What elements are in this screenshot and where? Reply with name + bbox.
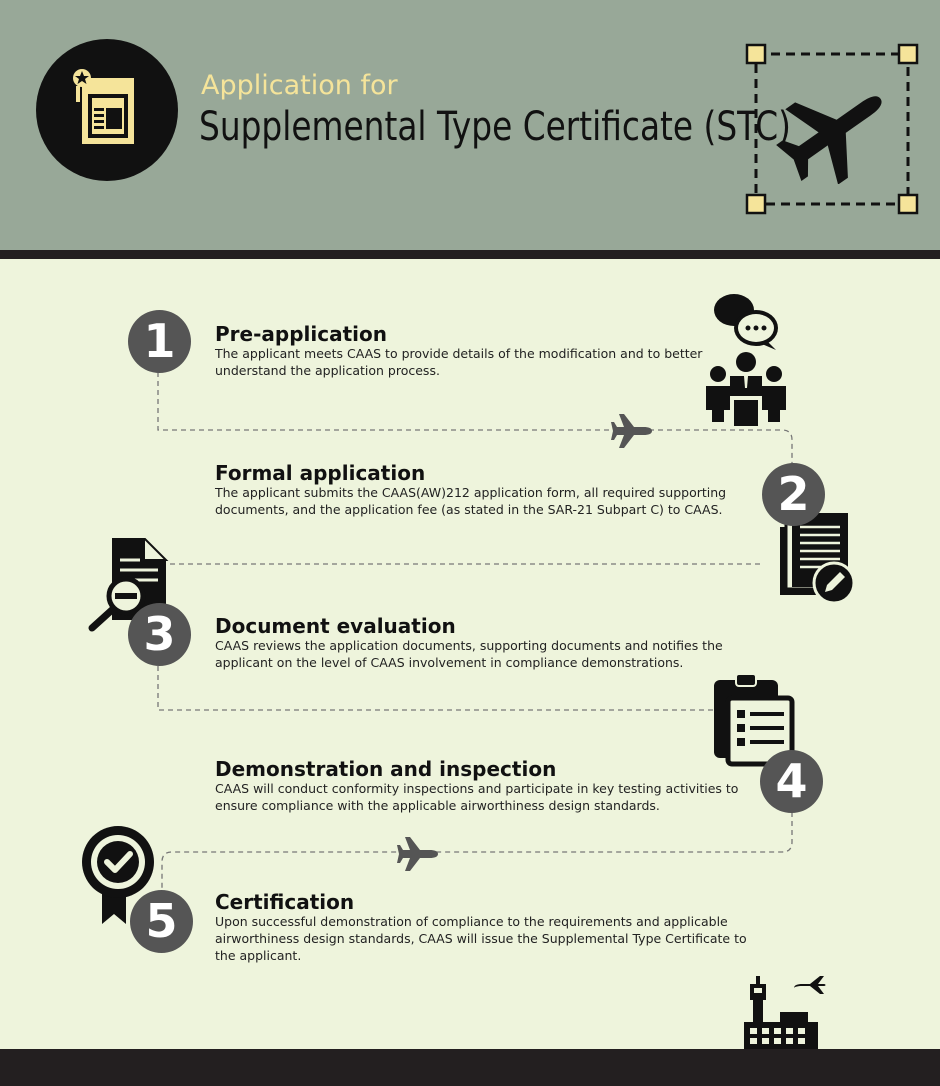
title-line-1: Application for <box>201 70 398 101</box>
meeting-people-icon <box>700 290 790 430</box>
step-2-number: 2 <box>762 463 825 526</box>
step-2-title: Formal application <box>215 461 426 485</box>
step-5-title: Certification <box>215 890 355 914</box>
step-5-number: 5 <box>130 890 193 953</box>
footer-bar <box>0 1049 940 1086</box>
path-airplane-icon <box>396 836 438 872</box>
step-2-description: The applicant submits the CAAS(AW)212 application form, all required supporting documents, and the application fee (as stated in the SAR-21 Subpart C) to CAAS. <box>215 485 727 517</box>
step-5-description: Upon successful demonstration of compliance to the requirements and applicable airworthiness design standards, CAAS will issue the Supplemental Type Certificate to the applicant. <box>215 914 747 963</box>
step-1-title: Pre-application <box>215 322 387 346</box>
step-4-number: 4 <box>760 750 823 813</box>
page-title: Supplemental Type Certificate (STC) <box>199 104 791 150</box>
airport-tower-icon <box>740 972 830 1052</box>
step-4-description: CAAS will conduct conformity inspections and participate in key testing activities to ensure compliance with the applicable airworthiness design standards. <box>215 781 739 813</box>
step-3-number: 3 <box>128 603 191 666</box>
step-4-title: Demonstration and inspection <box>215 757 557 781</box>
step-1-number: 1 <box>128 310 191 373</box>
step-3-title: Document evaluation <box>215 614 456 638</box>
step-3-description: CAAS reviews the application documents, supporting documents and notifies the applicant on the level of CAAS involvement in compliance demonstrations. <box>215 638 723 670</box>
path-airplane-icon <box>610 413 652 449</box>
step-1-description: The applicant meets CAAS to provide details of the modification and to better understand the application process. <box>215 346 703 378</box>
